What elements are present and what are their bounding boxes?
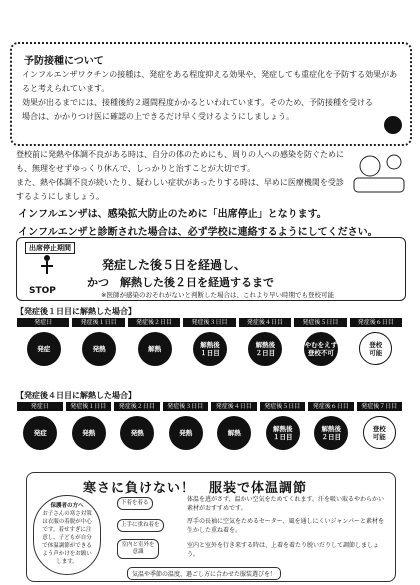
day-state: 登校 可能 <box>363 416 396 449</box>
attendance-stop-box <box>16 237 406 301</box>
day-label: 発症後５日目 <box>294 318 346 327</box>
stop-condition-1: 発症した後５日を経過し、 <box>102 258 247 272</box>
clothing-box <box>26 472 396 582</box>
stop-figure-icon <box>39 254 55 284</box>
stop-note: ※医師が感染のおそれがないと判断した場合は、これより早い時期でも登校可能 <box>101 291 334 299</box>
day-state: 発症 <box>23 416 57 450</box>
day-label: 発症後１日目 <box>66 402 112 411</box>
vaccination-box <box>10 42 412 146</box>
day-label: 発症後４日目 <box>239 318 291 327</box>
vaccination-title: 予防接種について <box>24 56 104 67</box>
day-label: 発症後５日目 <box>260 402 306 411</box>
sick-child-illustration <box>350 150 406 196</box>
day-state: 発熱 <box>82 332 116 366</box>
parents-note-bubble <box>33 495 101 575</box>
case1-title: 【発症後１日目に解熱した場合】 <box>16 307 136 316</box>
day-state: 解熱 <box>217 416 251 450</box>
day-state: 解熱後 ２日目 <box>314 416 348 450</box>
day-label: 発症日 <box>17 318 69 327</box>
tag-underwear: 下着を着る <box>117 497 153 510</box>
day-label: 発症後３日目 <box>183 318 235 327</box>
desc-layering: 厚手の長袖に空気をためるセーター、風を通しにくいジャンパーと素材を生かした重ね着を。 <box>187 518 384 534</box>
day-state: 発症 <box>27 332 61 366</box>
day-label: 発症後２日目 <box>114 402 160 411</box>
stop-condition-2: かつ 解熱した後２日を経過するまで <box>87 276 274 289</box>
vaccination-paragraph-2: 効果が出るまでには、接種後約２週間程度かかるといわれています。そのため、予防接種を受ける場合は、かかりつけ医に確認の上できるだけ早く受けるようにしましょう。 <box>22 98 374 121</box>
attendance-stop-notice: インフルエンザは、感染拡大防止のために「出席停止」となります。 <box>18 209 327 220</box>
day-label: 発症後６日目 <box>308 402 354 411</box>
day-state: 発熱 <box>72 416 106 450</box>
day-state: 解熱後 １日目 <box>193 332 227 366</box>
day-label: 発症後１日目 <box>72 318 124 327</box>
parents-note-title: 保護者の方へ <box>50 503 84 509</box>
tag-indoor-outdoor: 室内と室外を意識 <box>117 539 159 559</box>
day-state: 発熱 <box>120 416 154 450</box>
day-state: 発熱 <box>169 416 203 450</box>
contact-school-notice: インフルエンザと診断された場合は、必ず学校に連絡するようにしてください。 <box>18 227 378 238</box>
day-state: 解熱後 １日目 <box>266 416 300 450</box>
day-label: 発症後２日目 <box>128 318 180 327</box>
clothing-title: 寒さに負けない！ 服装で体温調節 <box>83 481 308 496</box>
stop-text: STOP <box>29 286 56 296</box>
day-state: やむをえず 登校不可 <box>304 332 338 366</box>
smiley-sun-icon <box>384 116 402 134</box>
desc-indoor-outdoor: 室内と室外を行き来する時は、上着を着たり脱いだりして調節しましょう。 <box>187 542 380 558</box>
desc-underwear: 体温を逃がさず、温かい空気をためてくれます。汗を吸い取るやわらかい素材がおすすめです。 <box>187 496 385 512</box>
day-label: 発症後３日目 <box>163 402 209 411</box>
day-label: 発症後６日目 <box>350 318 402 327</box>
day-label: 発症後４日目 <box>211 402 257 411</box>
day-state: 登校 可能 <box>359 332 392 365</box>
day-label: 発症日 <box>17 402 63 411</box>
day-label: 発症後７日目 <box>357 402 403 411</box>
case2-title: 【発症後４日目に解熱した場合】 <box>16 391 136 400</box>
day-state: 解熱 <box>138 332 172 366</box>
tag-layering: 上手に重ね着を <box>117 519 164 532</box>
vaccination-paragraph-1: インフルエンザワクチンの接種は、発症をある程度抑える効果や、発症しても重症化を予防する効果があると考えられています。 <box>22 70 398 93</box>
sick-policy-paragraph: 登校前に発熱や体調不良がある時は、自分の体のためにも、周りの人への感染を防ぐためにも、無理をせずゆっくり休んで、しっかりと治すことが大切です。 <box>16 150 344 173</box>
clothing-footer: 気温や季節の温度、過ごし方に合わせた服装選びを！ <box>127 567 281 580</box>
doctor-paragraph: また、熱や体調不良が続いたり、疑わしい症状があったりする時は、早めに医療機関を受診するようにしましょう。 <box>16 178 344 201</box>
parents-note-text: お子さんの寒さ対策は衣服の着脱が中心です。着せすぎに注意し、子どもが自分で体温調節ができるよう声かけをお願いします。 <box>42 511 92 565</box>
day-state: 解熱後 ２日目 <box>248 332 282 366</box>
stop-period-label: 出席停止期間 <box>25 242 75 254</box>
